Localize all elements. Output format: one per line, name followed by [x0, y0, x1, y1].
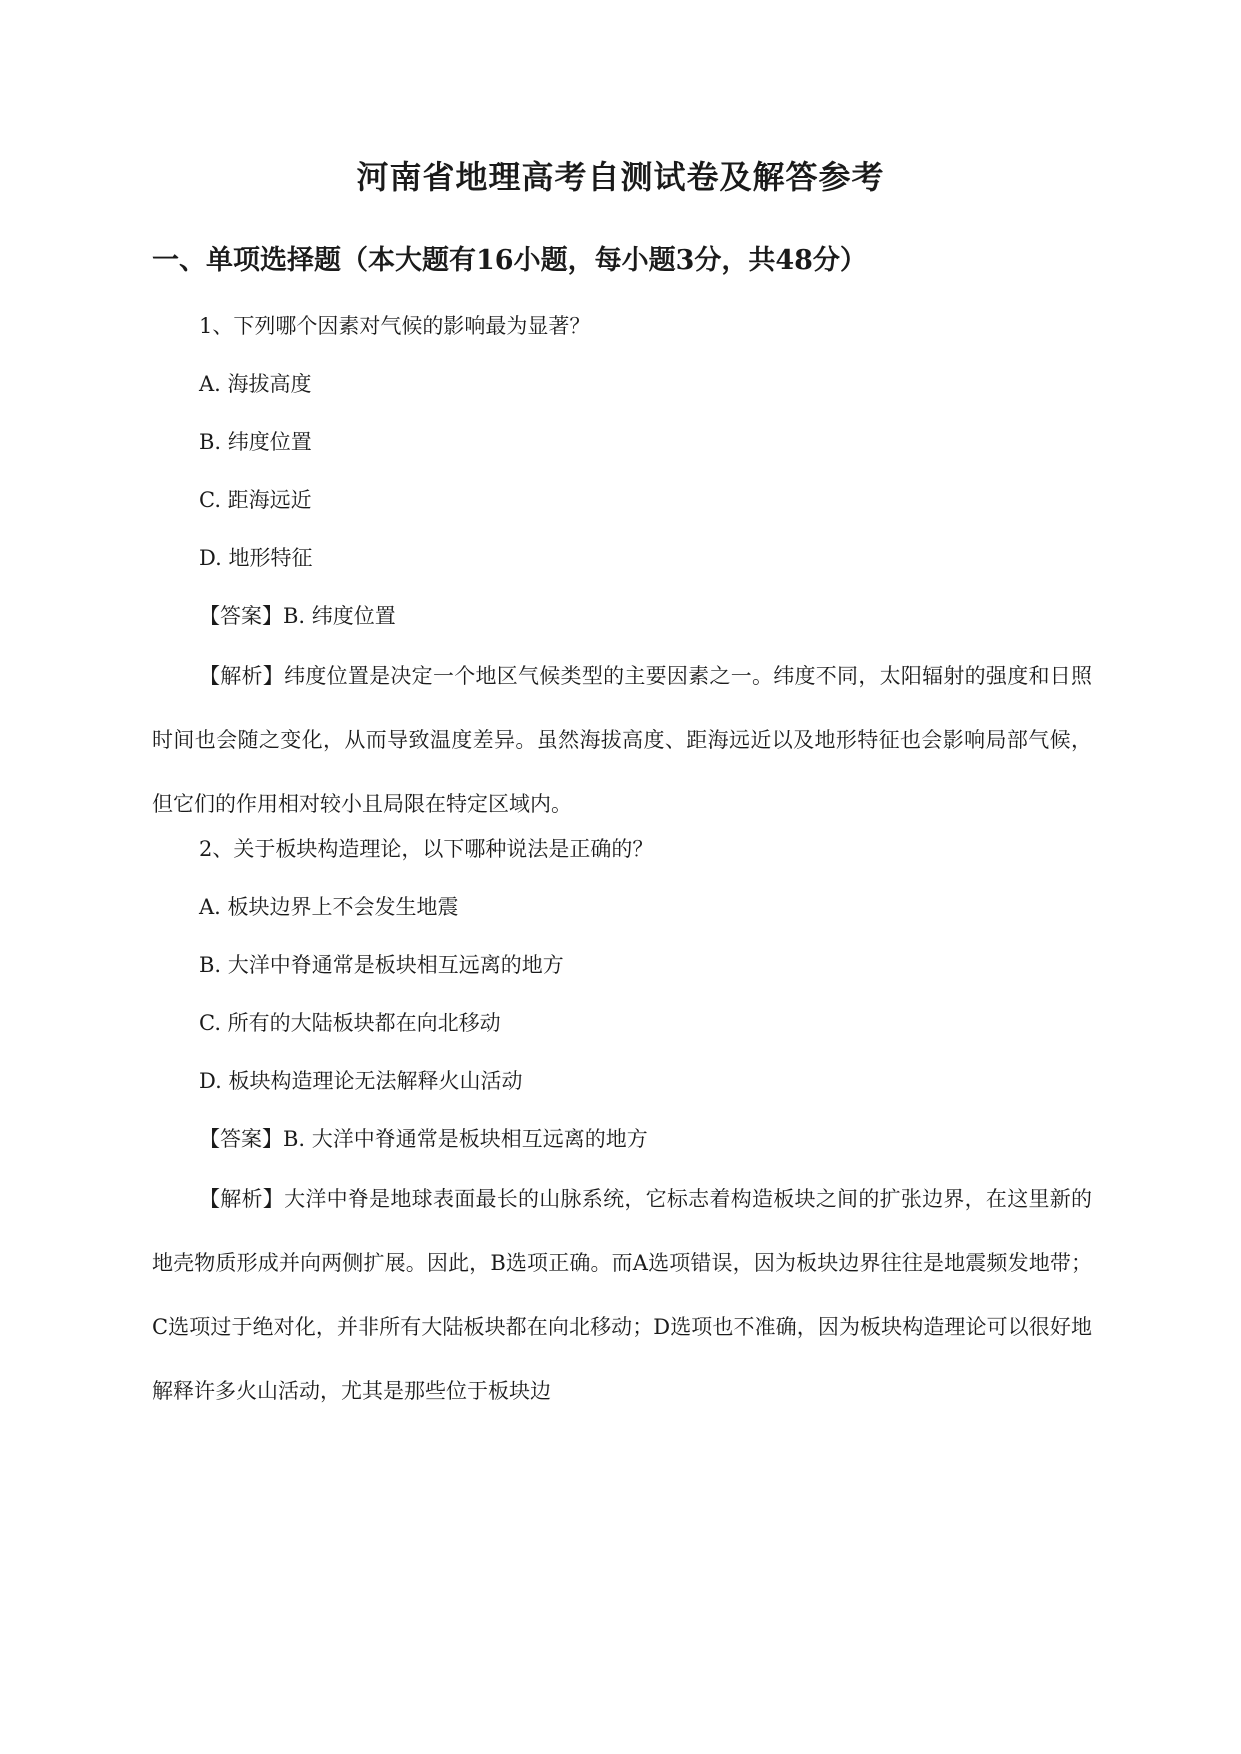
question-1-option-c: C. 距海远近 [199, 488, 312, 512]
question-1-option-d: D. 地形特征 [199, 546, 313, 570]
question-2-option-c: C. 所有的大陆板块都在向北移动 [199, 1011, 501, 1035]
question-2-stem: 2、关于板块构造理论，以下哪种说法是正确的？ [199, 837, 654, 861]
question-2-answer: 【答案】B. 大洋中脊通常是板块相互远离的地方 [199, 1127, 648, 1151]
question-1-option-b: B. 纬度位置 [199, 430, 312, 454]
question-1-option-a: A. 海拔高度 [199, 372, 312, 396]
question-1-answer: 【答案】B. 纬度位置 [199, 604, 396, 628]
section-heading: 一、单项选择题（本大题有16小题，每小题3分，共48分） [152, 245, 867, 276]
question-2-option-a: A. 板块边界上不会发生地震 [199, 895, 459, 919]
document-title: 河南省地理高考自测试卷及解答参考 [356, 158, 885, 196]
question-1-stem: 1、下列哪个因素对气候的影响最为显著？ [199, 314, 591, 338]
question-2-option-b: B. 大洋中脊通常是板块相互远离的地方 [199, 953, 564, 977]
question-1-analysis: 【解析】纬度位置是决定一个地区气候类型的主要因素之一。纬度不同，太阳辐射的强度和日照时间也会随之变化，从而导致温度差异。虽然海拔高度、距海远近以及地形特征也会影响局部气候，但它们的作用相对较小且局限在特定区域内。 [152, 664, 1092, 816]
question-2-option-d: D. 板块构造理论无法解释火山活动 [199, 1069, 523, 1093]
question-2-analysis: 【解析】大洋中脊是地球表面最长的山脉系统，它标志着构造板块之间的扩张边界，在这里新的地壳物质形成并向两侧扩展。因此，B选项正确。而A选项错误，因为板块边界往往是地震频发地带；C选项过于绝对化，并非所有大陆板块都在向北移动；D选项也不准确，因为板块构造理论可以很好地解释许多火山活动，尤其是那些位于板块边 [152, 1187, 1092, 1403]
